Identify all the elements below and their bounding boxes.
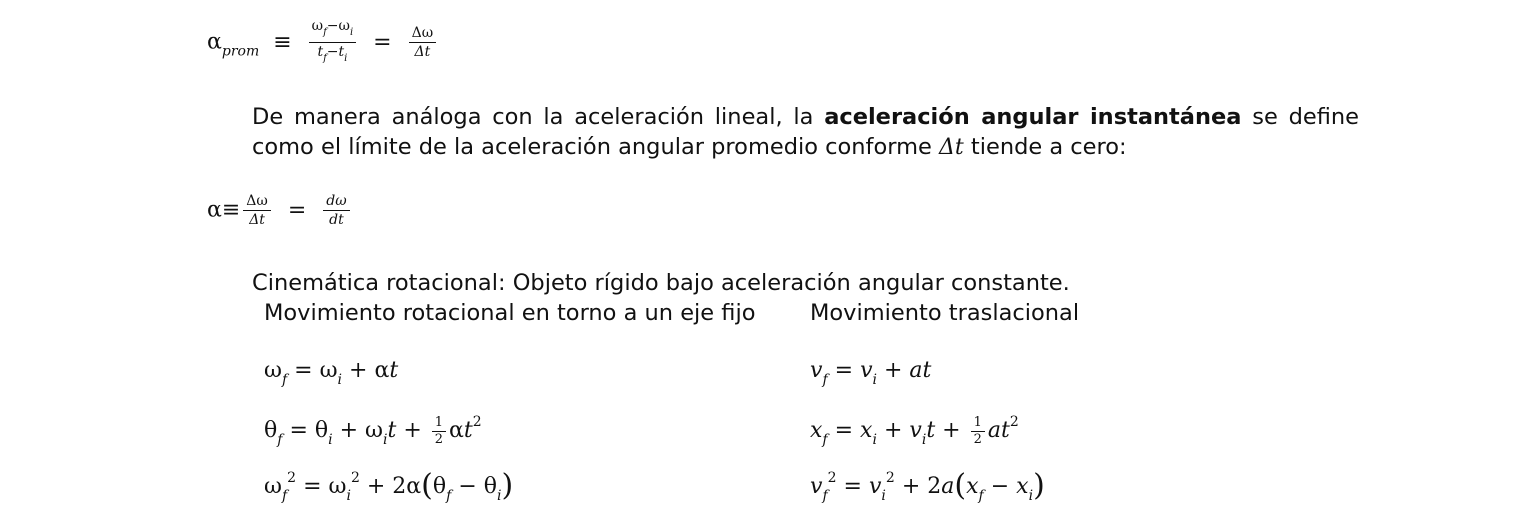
fraction-denominator: $t_f-t_i$ bbox=[317, 44, 348, 64]
delta-t: Δt bbox=[939, 135, 964, 160]
omega-difference-fraction bbox=[309, 18, 356, 67]
derivative-fraction: $\frac{d\omega}{dt}$ bbox=[323, 193, 349, 228]
delta-fraction: $\frac{\Delta\omega}{\Delta t}$ bbox=[409, 25, 437, 60]
column-heading-translational: Movimiento traslacional bbox=[810, 300, 1080, 326]
rot-equation-1: $\omega_f = \omega_i + \alpha t$ bbox=[264, 358, 399, 388]
alpha-symbol: α bbox=[207, 29, 222, 55]
one-half-fraction: $\frac{1}{2}$ bbox=[971, 416, 985, 447]
section-title: Cinemática rotacional: Objeto rígido bajo aceleración angular constante. bbox=[252, 270, 1070, 296]
one-half-fraction: $\frac{1}{2}$ bbox=[432, 416, 446, 447]
instantaneous-angular-acceleration-equation bbox=[207, 193, 353, 228]
average-angular-acceleration-equation bbox=[207, 18, 439, 67]
alpha-equiv: α≡ bbox=[207, 197, 241, 223]
column-heading-rotational: Movimiento rotacional en torno a un eje fijo bbox=[264, 300, 756, 326]
prom-subscript: prom bbox=[221, 43, 260, 60]
tras-equation-3: $v_f^2 = v_i^2 + 2a(x_f - x_i)$ bbox=[810, 468, 1045, 504]
equiv-sign: ≡ bbox=[273, 29, 292, 55]
rot-equation-3: $\omega_f^2 = \omega_i^2 + 2\alpha(\theta_f - \theta_i)$ bbox=[264, 468, 514, 504]
bold-term: aceleración angular instantánea bbox=[824, 104, 1242, 130]
equals-sign: = bbox=[373, 29, 392, 55]
instantaneous-angular-acceleration-paragraph: De manera análoga con la aceleración lineal, la aceleración angular instantánea se define como el límite de la aceleración angular promedio conforme Δt tiende a cero: bbox=[252, 104, 1359, 160]
tras-equation-1: $v_f = v_i$ + at bbox=[810, 358, 932, 388]
tras-equation-2: $x_f = x_i + v_it$ + $\frac{1}{2}$ $at^2$ bbox=[810, 414, 1019, 448]
fraction-numerator: $\omega_f-\omega_i$ bbox=[309, 18, 356, 43]
rot-equation-2: $\theta_f = \theta_i + \omega_it$ + $\frac{1}{2}$ $\alpha t^2$ bbox=[264, 414, 482, 448]
equals-sign: = bbox=[287, 197, 307, 223]
delta-fraction: $\frac{\Delta\omega}{\Delta t}$ bbox=[243, 193, 271, 228]
